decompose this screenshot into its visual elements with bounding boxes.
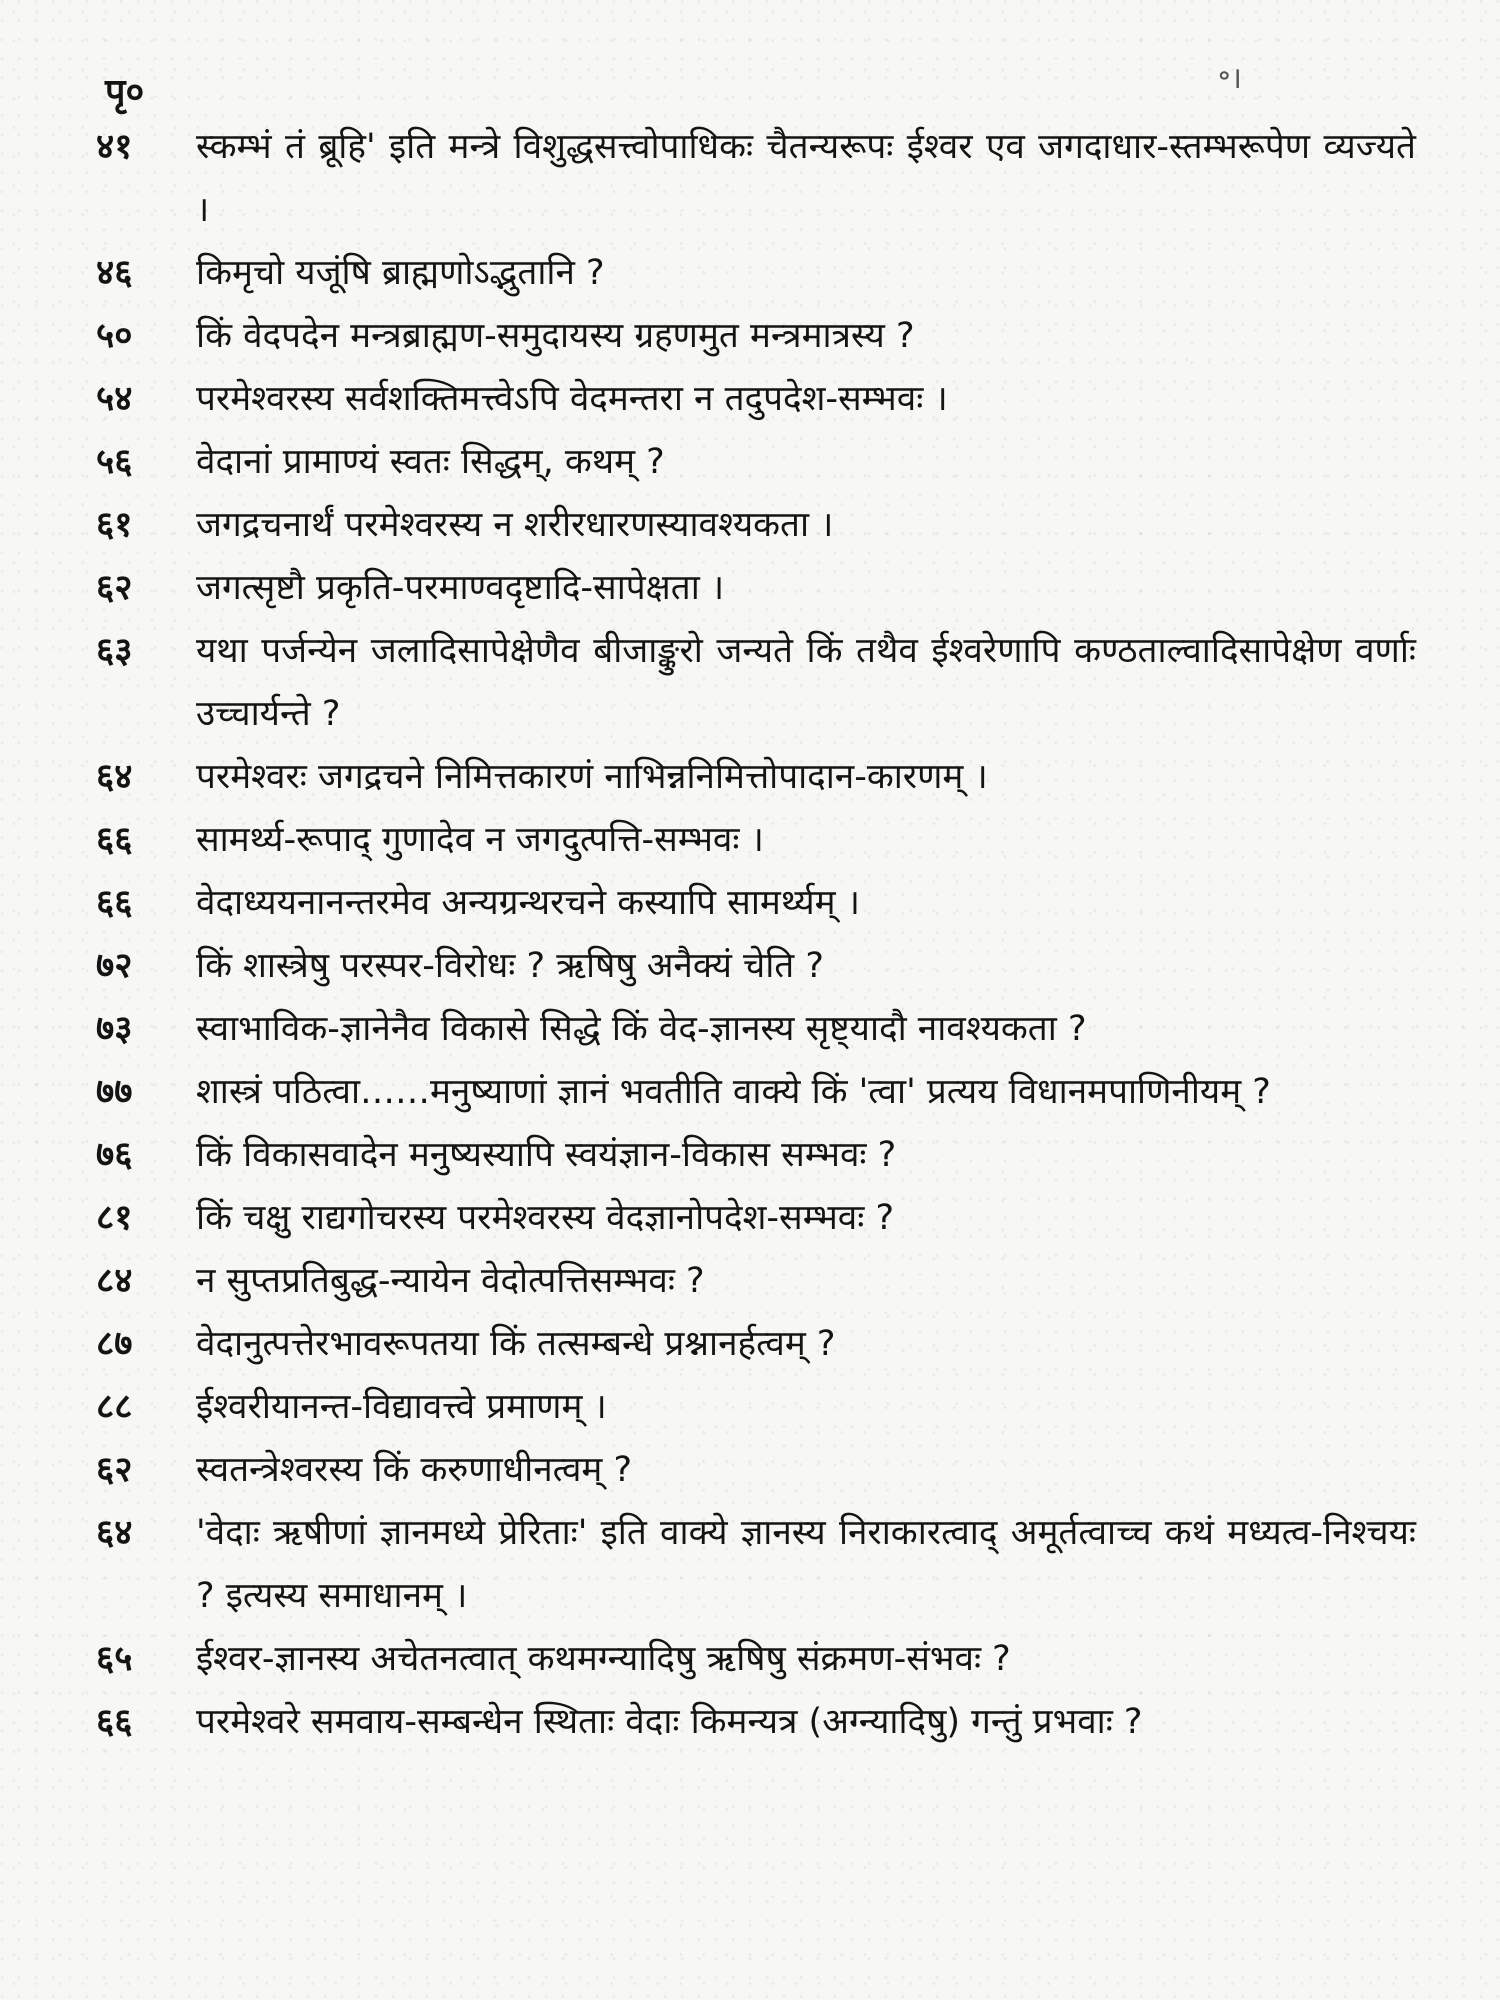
entry-page-number: ६४ [96, 1513, 133, 1553]
page-header-label: पृ० [105, 72, 145, 113]
contents-entry [96, 1187, 1416, 1250]
entry-page-number: ६१ [96, 505, 133, 545]
entry-text: वेदाध्ययनानन्तरमेव अन्यग्रन्थरचने कस्यापि सामर्थ्यम् । [196, 883, 860, 923]
entry-page-number: ६२ [96, 1450, 133, 1490]
entry-text: किं चक्षु राद्यगोचरस्य परमेश्वरस्य वेदज्ञानोपदेश-सम्भवः ? [196, 1198, 895, 1238]
entry-page-number: ८४ [96, 1261, 133, 1301]
entry-page-number: ६४ [96, 757, 133, 797]
entry-page-number: ४१ [96, 127, 133, 167]
entry-page-number: ८७ [96, 1324, 133, 1364]
entry-text: किं वेदपदेन मन्त्रब्राह्मण-समुदायस्य ग्रहणमुत मन्त्रमात्रस्य ? [196, 316, 915, 356]
entry-page-number: ७३ [96, 1009, 133, 1049]
entry-page-number: ५० [96, 316, 133, 356]
contents-entry [96, 431, 1416, 494]
contents-list [96, 116, 1416, 1754]
entry-text: वेदानां प्रामाण्यं स्वतः सिद्धम्, कथम् ? [196, 442, 665, 482]
entry-page-number: ५६ [96, 442, 133, 482]
entry-text: वेदानुत्पत्तेरभावरूपतया किं तत्सम्बन्धे प्रश्नानर्हत्वम् ? [196, 1324, 836, 1364]
contents-entry [96, 1250, 1416, 1313]
contents-entry [96, 494, 1416, 557]
contents-entry [96, 305, 1416, 368]
contents-entry [96, 116, 1416, 242]
contents-entry [96, 1502, 1416, 1628]
entry-text: जगत्सृष्टौ प्रकृति-परमाण्वदृष्टादि-सापेक्षता । [196, 568, 725, 608]
contents-entry [96, 746, 1416, 809]
contents-entry [96, 872, 1416, 935]
contents-entry [96, 1439, 1416, 1502]
entry-page-number: ६३ [96, 631, 133, 671]
entry-text: शास्त्रं पठित्वा……मनुष्याणां ज्ञानं भवतीति वाक्ये किं 'त्वा' प्रत्यय विधानमपाणिनीयम् ? [196, 1072, 1271, 1112]
contents-entry [96, 1313, 1416, 1376]
entry-text: यथा पर्जन्येन जलादिसापेक्षेणैव बीजाङ्कुरो जन्यते किं तथैव ईश्वरेणापि कण्ठताल्वादिसापेक्षेण वर्णाः उच्चार्यन्ते ? [196, 631, 1416, 734]
entry-page-number: ७६ [96, 1135, 133, 1175]
contents-entry [96, 998, 1416, 1061]
entry-page-number: ६६ [96, 1702, 133, 1742]
entry-text: ईश्वरीयानन्त-विद्यावत्त्वे प्रमाणम् । [196, 1387, 607, 1427]
contents-entry [96, 1691, 1416, 1754]
contents-entry [96, 809, 1416, 872]
contents-entry [96, 557, 1416, 620]
entry-text: ईश्वर-ज्ञानस्य अचेतनत्वात् कथमग्न्यादिषु ऋषिषु संक्रमण-संभवः ? [196, 1639, 1011, 1679]
entry-page-number: ६५ [96, 1639, 133, 1679]
entry-page-number: ६६ [96, 820, 133, 860]
contents-entry [96, 935, 1416, 998]
entry-text: किं विकासवादेन मनुष्यस्यापि स्वयंज्ञान-विकास सम्भवः ? [196, 1135, 897, 1175]
entry-text: स्वतन्त्रेश्वरस्य किं करुणाधीनत्वम् ? [196, 1450, 633, 1490]
entry-text: स्वाभाविक-ज्ञानेनैव विकासे सिद्धे किं वेद-ज्ञानस्य सृष्ट्यादौ नावश्यकता ? [196, 1009, 1087, 1049]
entry-text: 'वेदाः ऋषीणां ज्ञानमध्ये प्रेरिताः' इति वाक्ये ज्ञानस्य निराकारत्वाद् अमूर्तत्वाच्च कथं मध्यत्व-निश्चयः ? इत्यस्य समाधानम् । [196, 1513, 1416, 1616]
entry-page-number: ६२ [96, 568, 133, 608]
contents-entry [96, 620, 1416, 746]
entry-text: किं शास्त्रेषु परस्पर-विरोधः ? ऋषिषु अनैक्यं चेति ? [196, 946, 824, 986]
entry-text: न सुप्तप्रतिबुद्ध-न्यायेन वेदोत्पत्तिसम्भवः ? [196, 1261, 705, 1301]
contents-entry [96, 1124, 1416, 1187]
entry-text: किमृचो यजूंषि ब्राह्मणोऽद्भुतानि ? [196, 253, 605, 293]
entry-page-number: ६६ [96, 883, 133, 923]
contents-entry [96, 1061, 1416, 1124]
entry-text: परमेश्वरस्य सर्वशक्तिमत्त्वेऽपि वेदमन्तरा न तदुपदेश-सम्भवः । [196, 379, 948, 419]
entry-text: स्कम्भं तं ब्रूहि' इति मन्त्रे विशुद्धसत्त्वोपाधिकः चैतन्यरूपः ईश्वर एव जगदाधार-स्तम्भरूपेण व्यज्यते । [196, 127, 1416, 230]
contents-entry [96, 368, 1416, 431]
entry-text: परमेश्वरः जगद्रचने निमित्तकारणं नाभिन्ननिमित्तोपादान-कारणम् । [196, 757, 988, 797]
contents-entry [96, 242, 1416, 305]
contents-entry [96, 1628, 1416, 1691]
entry-page-number: ७२ [96, 946, 133, 986]
entry-page-number: ८८ [96, 1387, 133, 1427]
entry-text: जगद्रचनार्थं परमेश्वरस्य न शरीरधारणस्यावश्यकता । [196, 505, 834, 545]
entry-page-number: ८१ [96, 1198, 133, 1238]
entry-text: परमेश्वरे समवाय-सम्बन्धेन स्थिताः वेदाः किमन्यत्र (अग्न्यादिषु) गन्तुं प्रभवाः ? [196, 1702, 1143, 1742]
entry-page-number: ५४ [96, 379, 133, 419]
entry-text: सामर्थ्य-रूपाद् गुणादेव न जगदुत्पत्ति-सम्भवः । [196, 820, 764, 860]
entry-page-number: ७७ [96, 1072, 133, 1112]
contents-entry [96, 1376, 1416, 1439]
page-corner-mark: ॰। [1217, 61, 1242, 96]
entry-page-number: ४६ [96, 253, 133, 293]
